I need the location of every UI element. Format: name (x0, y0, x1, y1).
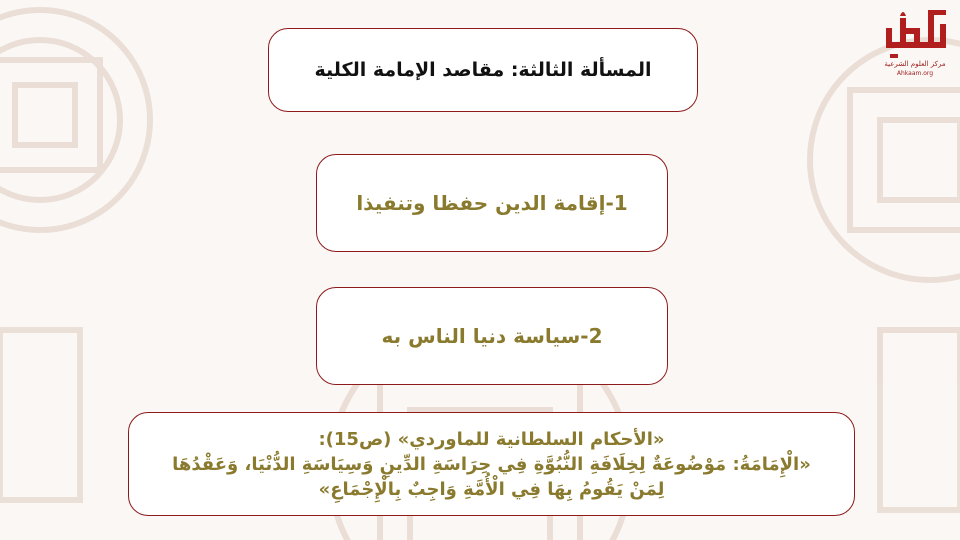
quote-source: «الأحكام السلطانية للماوردي» (ص15): (318, 428, 665, 450)
logo-subtitle-arabic: مركز العلوم الشرعية (884, 60, 946, 68)
purpose-item-1-text: 1-إقامة الدين حفظا وتنفيذا (356, 191, 628, 215)
purpose-item-2 (316, 287, 668, 385)
quote-box (128, 412, 855, 516)
logo-site: Ahkaam.org (896, 70, 934, 77)
quote-line-1: «الْإِمَامَةُ: مَوْضُوعَةٌ لِخِلَافَةِ النُّبُوَّةِ فِي حِرَاسَةِ الدِّينِ وَسِيَاسَةِ الدُّنْيَا، وَعَقْدُهَا (172, 453, 811, 475)
quote-line-2: لِمَنْ يَقُومُ بِهَا فِي الْأُمَّةِ وَاجِبٌ بِالْإِجْمَاعِ» (318, 478, 665, 500)
purpose-item-1 (316, 154, 668, 252)
section-title: المسألة الثالثة: مقاصد الإمامة الكلية (314, 59, 652, 81)
logo-subtitle (880, 60, 950, 78)
section-title-box (268, 28, 698, 112)
purpose-item-2-text: 2-سياسة دنيا الناس به (381, 324, 603, 348)
